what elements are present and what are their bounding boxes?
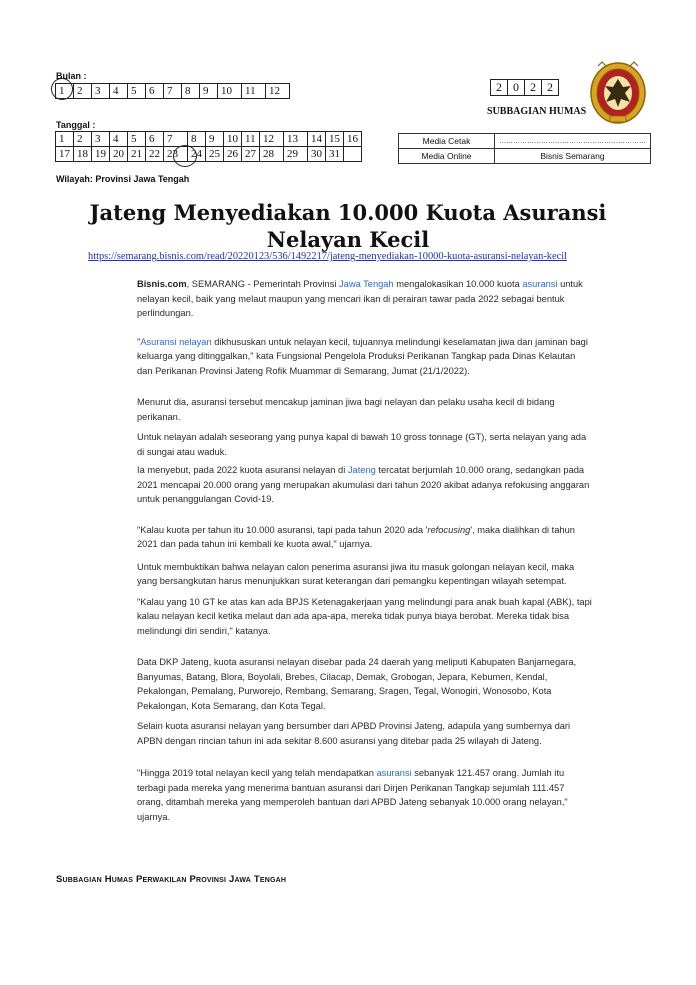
title-line: Nelayan Kecil [266,227,430,252]
month-cell: 6 [146,84,164,99]
month-cell: 9 [200,84,218,99]
date-cell: 16 [344,132,362,147]
date-cell: 29 [284,147,308,162]
date-cell: 5 [128,132,146,147]
media-online-value: Bisnis Semarang [495,149,651,164]
selected-month-circle [51,78,73,100]
month-grid [55,83,290,99]
date-cell: 1 [56,132,74,147]
text-run: mengalokasikan 10.000 kuota [393,279,523,289]
paragraph: Data DKP Jateng, kuota asuransi nelayan disebar pada 24 daerah yang meliputi Kabupaten Banjarnegara, Banyumas, Batang, Blora, Boyolali, Brebes, Cilacap, Demak, Grobogan, Jepara, Kebumen, Kendal, Pekalongan, Pemalang, Purworejo, Rembang, Semarang, Sragen, Tegal, Wonogiri, Wonosobo, Kota Pekalongan, Kota Semarang, dan Kota Tegal. [137,657,577,711]
paragraph: Menurut dia, asuransi tersebut mencakup jaminan jiwa bagi nelayan dan pelaku usaha kecil di bidang perikanan. [137,397,555,422]
date-cell: 14 [308,132,326,147]
inline-link[interactable]: asuransi [376,768,412,778]
paragraph [137,463,593,507]
inline-link[interactable]: Jawa Tengah [339,279,394,289]
media-cetak-label: Media Cetak [399,134,495,149]
date-cell: 30 [308,147,326,162]
date-cell: 8 [188,132,206,147]
paragraph: Selain kuota asuransi nelayan yang bersumber dari APBD Provinsi Jateng, adapula yang sumbernya dari APBN dengan rincian tahun ini ada sekitar 8.600 asuransi yang ditebar pada 25 wilayah di Jateng. [137,721,571,746]
date-cell: 3 [92,132,110,147]
month-cell: 1 [56,84,74,99]
date-cell: 4 [110,132,128,147]
footer-org: Subbagian Humas Perwakilan Provinsi Jawa Tengah [56,874,287,885]
date-cell [344,147,362,162]
text-run: untuk nelayan kecil, baik yang melaut maupun yang mencari ikan di perairan tawar pada 2022 sebagai bentuk perlindungan. [137,279,583,318]
wilayah-label: Wilayah: Provinsi Jawa Tengah [56,174,190,184]
text-run: tercatat berjumlah 10.000 orang, sedangkan pada 2021 mencapai 20.000 orang yang merupakan akumulasi dari tahun 2020 akibat adanya refokusing anggaran untuk penanggulangan Covid-19. [137,465,590,504]
date-cell: 27 [242,147,260,162]
bulan-label: Bulan : [56,71,87,81]
text-run: Ia menyebut, pada 2022 kuota asuransi nelayan di [137,465,348,475]
media-cetak-value: ……………………………………………………… [495,134,651,149]
article-title [60,199,636,253]
date-cell: 12 [260,132,284,147]
title-line: Jateng Menyediakan 10.000 Kuota Asuransi [89,200,607,225]
date-cell: 31 [326,147,344,162]
date-cell: 23 [164,147,188,162]
date-cell: 21 [128,147,146,162]
paragraph: Untuk nelayan adalah seseorang yang punya kapal di bawah 10 gross tonnage (GT), serta nelayan yang ada di sungai atau waduk. [137,432,587,457]
text-run: dikhususkan untuk nelayan kecil, tujuannya melindungi keselamatan jiwa dan jaminan bagi keluarga yang ditinggalkan," kata Fungsional Pengelola Produksi Perikanan Tangkap pada Dinas Kelautan dan Perikanan Provinsi Jateng Rofik Muammar di Semarang, Jumat (21/1/2022). [137,336,588,376]
paragraph [137,277,593,321]
article-body [137,277,593,824]
inline-link[interactable]: asuransi [522,279,558,289]
date-cell: 13 [284,132,308,147]
text-run: sebanyak 121.457 orang. Jumlah itu terbagi pada mereka yang menerima bantuan asuransi dari Dirjen Perikanan Tangkap sejumlah 111.457 orang, ditambah mereka yang memperoleh bantuan dari APBD Jateng sebanyak 10.000 orang nelayan," ujarnya. [137,768,568,822]
year-digit: 2 [542,80,559,96]
year-digit: 0 [508,80,525,96]
date-cell: 15 [326,132,344,147]
date-cell: 19 [92,147,110,162]
month-cell: 4 [110,84,128,99]
italic-term: refocusing [427,524,471,535]
text-run: "Kalau kuota per tahun itu 10.000 asuransi, tapi pada tahun 2020 ada ' [137,524,428,535]
tanggal-label: Tanggal : [56,120,96,130]
paragraph [137,766,593,824]
month-cell: 5 [128,84,146,99]
date-cell: 20 [110,147,128,162]
jateng-emblem-icon [588,60,648,130]
media-table [398,133,651,164]
date-cell: 28 [260,147,284,162]
month-cell: 12 [266,84,290,99]
media-online-label: Media Online [399,149,495,164]
text-run: ', maka dialihkan di tahun 2021 dan pada tahun ini kembali ke kuota awal," ujarnya. [137,524,575,549]
date-cell: 17 [56,147,74,162]
paragraph [137,335,593,379]
month-cell: 3 [92,84,110,99]
date-cell: 9 [206,132,224,147]
inline-link[interactable]: Asuransi nelayan [140,336,212,347]
text-run: " [137,336,141,347]
text-run: "Hingga 2019 total nelayan kecil yang telah mendapatkan [137,768,377,778]
date-cell: 2 [74,132,92,147]
date-cell: 25 [206,147,224,162]
date-cell: 7 [164,132,188,147]
inline-link[interactable]: Jateng [347,465,376,475]
org-name: SUBBAGIAN HUMAS [487,106,587,117]
year-box [490,79,559,96]
date-cell: 10 [224,132,242,147]
date-cell: 18 [74,147,92,162]
date-grid [55,131,362,162]
date-cell: 24 [188,147,206,162]
date-cell: 11 [242,132,260,147]
text-run: , SEMARANG - Pemerintah Provinsi [186,279,340,289]
article-url-link[interactable]: https://semarang.bisnis.com/read/20220123/536/1492217/jateng-menyediakan-10000-kuota-asuransi-nelayan-kecil [88,251,567,262]
month-cell: 11 [242,84,266,99]
paragraph: Untuk membuktikan bahwa nelayan calon penerima asuransi jiwa itu masuk golongan nelayan kecil, maka yang bersangkutan harus menunjukkan surat keterangan dari pemangku kepentingan wilayah setempat. [137,561,575,586]
month-cell: 10 [218,84,242,99]
date-cell: 6 [146,132,164,147]
month-cell: 7 [164,84,182,99]
selected-date-circle [173,145,197,167]
date-cell: 26 [224,147,242,162]
month-cell: 8 [182,84,200,99]
paragraph [137,523,593,552]
year-digit: 2 [491,80,508,96]
month-cell: 2 [74,84,92,99]
paragraph: "Kalau yang 10 GT ke atas kan ada BPJS Ketenagakerjaan yang melindungi para anak buah kapal (ABK), tapi kalau nelayan kecil ketika melaut dan ada apa-apa, mereka tidak punya biaya berobat. Mereka tidak bisa melindungi diri sendiri," katanya. [137,596,592,636]
source-name: Bisnis.com [137,279,187,289]
date-cell: 22 [146,147,164,162]
year-digit: 2 [525,80,542,96]
